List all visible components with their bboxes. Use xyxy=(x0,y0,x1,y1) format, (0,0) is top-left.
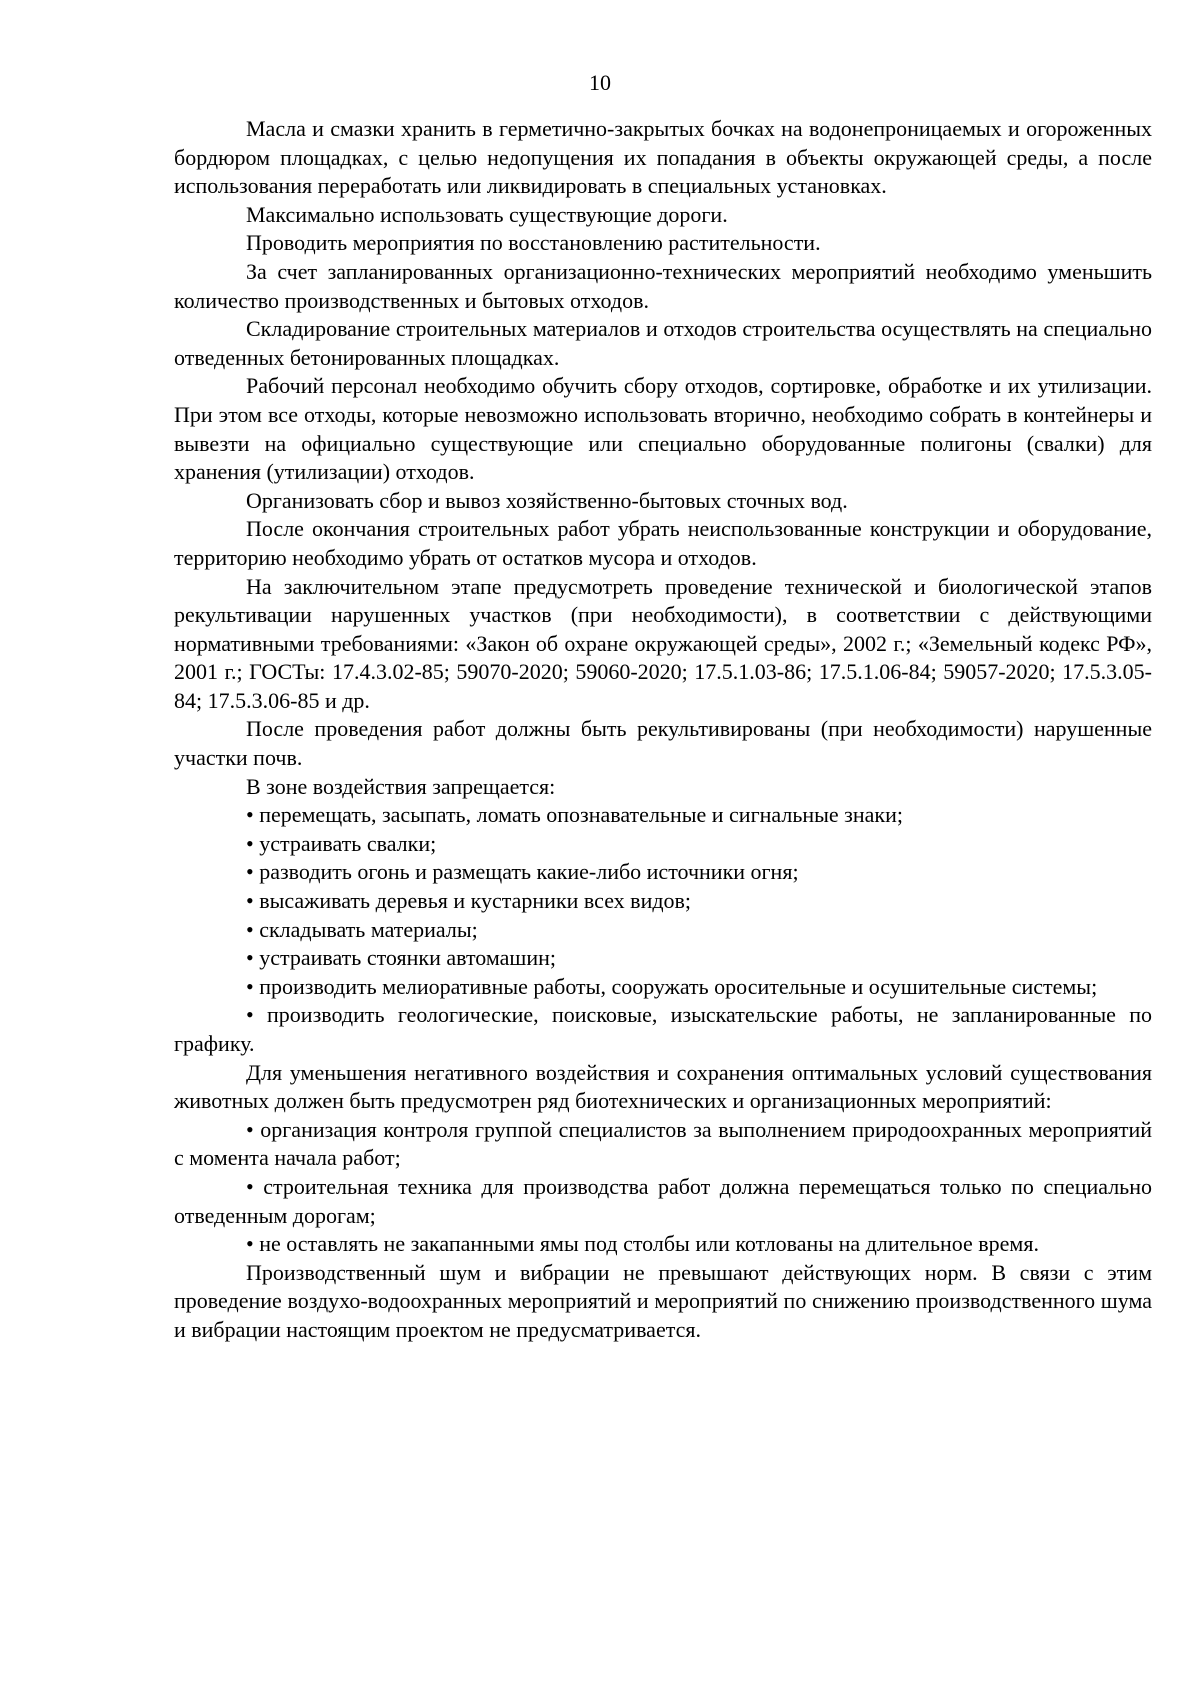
paragraph-prohibitions-heading: В зоне воздействия запрещается: xyxy=(246,773,556,799)
list-item-parking: • устраивать стоянки автомашин; xyxy=(246,945,556,971)
list-item-machinery: • строительная техника для производства работ должна перемещаться только по специально отведенным дорогам; xyxy=(174,1173,1152,1228)
paragraph-material-storage: Складирование строительных материалов и отходов строительства осуществлять на специально отведенных бетонированных площадках. xyxy=(174,316,1152,370)
paragraph-noise-vibration: Производственный шум и вибрации не превышают действующих норм. В связи с этим проведение воздухо-водоохранных мероприятий и мероприятий по снижению производственного шума и вибрации настоящим проектом не предусматривается. xyxy=(174,1259,1152,1342)
paragraph-staff-training: Рабочий персонал необходимо обучить сбору отходов, сортировке, обработке и их утилизации. При этом все отходы, которые невозможно использовать вторично, необходимо собрать в контейнеры и вывезти на официально существующие или специально оборудованные полигоны (свалки) для хранения (утилизации) отходов. xyxy=(174,373,1152,485)
list-item-fire: • разводить огонь и размещать какие-либо источники огня; xyxy=(246,859,799,885)
paragraph-existing-roads: Максимально использовать существующие дороги. xyxy=(246,201,728,227)
paragraph-recultivation-stage: На заключительном этапе предусмотреть проведение технической и биологической этапов рекультивации нарушенных участков (при необходимости), в соответствии с действующими нормативными требованиями: «Закон об охране окружающей среды», 2002 г.; «Земельный кодекс РФ», 2001 г.; ГОСТы: 17.4.3.02-85; 59070-2020; 59060-2020; 17.5.1.03-86; 17.5.1.06-84; 59057-2020; 17.5.3.05-84; 17.5.3.06-85 и др. xyxy=(174,573,1152,713)
list-item-pits: • не оставлять не закапанными ямы под столбы или котлованы на длительное время. xyxy=(246,1231,1039,1257)
list-item-materials: • складывать материалы; xyxy=(246,916,478,942)
list-item-signs: • перемещать, засыпать, ломать опознавательные и сигнальные знаки; xyxy=(246,802,903,828)
paragraph-site-cleanup: После окончания строительных работ убрать неиспользованные конструкции и оборудование, территорию необходимо убрать от остатков мусора и отходов. xyxy=(174,516,1152,570)
list-item-trees: • высаживать деревья и кустарники всех видов; xyxy=(246,888,692,914)
paragraph-waste-reduction: За счет запланированных организационно-технических мероприятий необходимо уменьшить количество производственных и бытовых отходов. xyxy=(174,258,1152,313)
paragraph-biotechnical-measures: Для уменьшения негативного воздействия и сохранения оптимальных условий существования животных должен быть предусмотрен ряд биотехнических и организационных мероприятий: xyxy=(174,1059,1152,1114)
paragraph-soil-recultivation: После проведения работ должны быть рекультивированы (при необходимости) нарушенные участки почв. xyxy=(174,716,1152,771)
list-item-control: • организация контроля группой специалистов за выполнением природоохранных мероприятий с момента начала работ; xyxy=(174,1116,1152,1171)
document-body xyxy=(174,115,1152,1345)
paragraph-wastewater: Организовать сбор и вывоз хозяйственно-бытовых сточных вод. xyxy=(246,487,848,513)
page-number: 10 xyxy=(589,70,611,95)
list-item-melioration: • производить мелиоративные работы, сооружать оросительные и осушительные системы; xyxy=(246,973,1098,999)
paragraph-vegetation-restoration: Проводить мероприятия по восстановлению растительности. xyxy=(246,230,821,256)
list-item-geology: • производить геологические, поисковые, изыскательские работы, не запланированные по графику. xyxy=(174,1002,1152,1056)
paragraph-oil-storage: Масла и смазки хранить в герметично-закрытых бочках на водонепроницаемых и огороженных бордюром площадках, с целью недопущения их попадания в объекты окружающей среды, а после использования переработать или ликвидировать в специальных установках. xyxy=(174,116,1152,199)
list-item-dumps: • устраивать свалки; xyxy=(246,830,437,856)
